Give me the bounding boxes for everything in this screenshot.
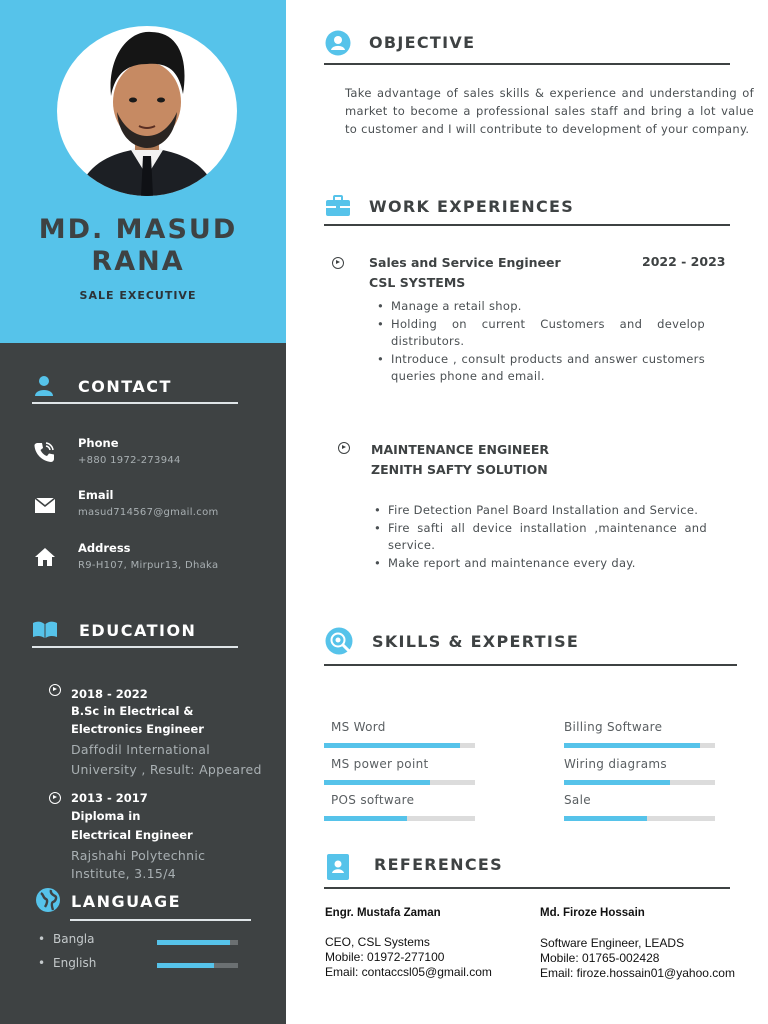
- address-label: Address: [78, 541, 131, 555]
- skill-level-fill: [564, 816, 647, 821]
- education-school: Rajshahi Polytechnic: [71, 848, 206, 863]
- user-circle-icon: [325, 30, 351, 60]
- language-item: [40, 956, 96, 970]
- skill-level-bar: [564, 743, 715, 748]
- reference-mobile: Mobile: 01972-277100: [325, 950, 445, 964]
- briefcase-icon: [325, 195, 351, 221]
- list-item: • Fire Detection Panel Board Installation and Service.: [372, 502, 707, 520]
- education-school: Institute, 3.15/4: [71, 866, 176, 881]
- education-school: Daffodil International: [71, 742, 210, 757]
- language-level-bar: [157, 940, 238, 945]
- globe-icon: [35, 887, 61, 917]
- skill-level-bar: [324, 816, 475, 821]
- skill-level-fill: [324, 743, 460, 748]
- contact-divider: [32, 402, 238, 404]
- email-label: Email: [78, 488, 114, 502]
- mail-icon: [34, 495, 56, 519]
- education-years: 2018 - 2022: [71, 687, 148, 701]
- education-divider: [32, 646, 238, 648]
- play-circle-icon: [49, 684, 61, 696]
- job-duties: [372, 502, 707, 572]
- skill-level-bar: [564, 780, 715, 785]
- skill-level-bar: [324, 743, 475, 748]
- skills-heading: SKILLS & EXPERTISE: [372, 632, 580, 651]
- education-years: 2013 - 2017: [71, 791, 148, 805]
- skills-divider: [324, 664, 737, 666]
- job-role: Sales and Service Engineer: [369, 255, 561, 270]
- language-name: Bangla: [53, 932, 95, 946]
- work-divider: [324, 224, 730, 226]
- list-item: • Manage a retail shop.: [375, 298, 705, 316]
- skill-name: Wiring diagrams: [564, 757, 667, 771]
- gear-icon: [325, 627, 353, 659]
- education-degree: Electronics Engineer: [71, 722, 204, 736]
- education-degree: Diploma in: [71, 809, 141, 823]
- skill-name: Sale: [564, 793, 591, 807]
- profile-photo: [57, 26, 237, 196]
- reference-name: Md. Firoze Hossain: [540, 907, 645, 919]
- book-icon: [32, 620, 58, 644]
- language-heading: LANGUAGE: [71, 892, 182, 911]
- phone-label: Phone: [78, 436, 119, 450]
- language-level-fill: [157, 940, 230, 945]
- list-item: • Make report and maintenance every day.: [372, 555, 707, 573]
- skill-name: MS power point: [331, 757, 429, 771]
- skill-level-fill: [564, 780, 670, 785]
- phone-icon: [33, 441, 55, 467]
- skill-name: POS software: [331, 793, 415, 807]
- education-school: University , Result: Appeared: [71, 762, 262, 777]
- skill-name: MS Word: [331, 720, 386, 734]
- list-item: • Introduce , consult products and answer customers queries phone and email.: [375, 351, 705, 386]
- objective-heading: OBJECTIVE: [369, 33, 476, 52]
- language-divider: [70, 919, 251, 921]
- home-icon: [34, 547, 56, 571]
- reference-position: CEO, CSL Systems: [325, 935, 430, 949]
- language-name: English: [53, 956, 97, 970]
- job-years: 2022 - 2023: [642, 254, 726, 269]
- reference-position: Software Engineer, LEADS: [540, 936, 685, 950]
- skill-level-fill: [324, 816, 407, 821]
- contact-heading: CONTACT: [78, 377, 172, 396]
- language-level-fill: [157, 963, 214, 968]
- reference-email[interactable]: Email: contaccsl05@gmail.com: [325, 965, 492, 979]
- play-circle-icon: [49, 792, 61, 804]
- skill-name: Billing Software: [564, 720, 663, 734]
- skill-level-fill: [564, 743, 700, 748]
- reference-name: Engr. Mustafa Zaman: [325, 907, 441, 919]
- references-divider: [324, 887, 730, 889]
- education-degree: Electrical Engineer: [71, 828, 193, 842]
- email-value[interactable]: masud714567@gmail.com: [78, 507, 219, 518]
- contact-book-icon: [326, 853, 350, 885]
- objective-text: Take advantage of sales skills & experience and understanding of market to become a professional sales staff and bring a lot value to customer and I will contribute to development of your company.: [345, 86, 754, 136]
- person-icon: [34, 375, 54, 401]
- job-company: CSL SYSTEMS: [369, 275, 466, 290]
- skill-level-fill: [324, 780, 430, 785]
- references-heading: REFERENCES: [374, 855, 503, 874]
- education-degree: B.Sc in Electrical &: [71, 704, 194, 718]
- reference-mobile: Mobile: 01765-002428: [540, 951, 660, 965]
- language-item: [40, 932, 95, 946]
- language-level-bar: [157, 963, 238, 968]
- play-circle-icon: [332, 257, 344, 269]
- play-circle-icon: [338, 442, 350, 454]
- objective-divider: [324, 63, 730, 65]
- education-heading: EDUCATION: [79, 621, 197, 640]
- work-heading: WORK EXPERIENCES: [369, 197, 575, 216]
- candidate-name: MD. MASUD RANA: [38, 214, 238, 277]
- address-value: R9-H107, Mirpur13, Dhaka: [78, 560, 219, 571]
- job-duties: [375, 298, 705, 386]
- phone-value: +880 1972-273944: [78, 455, 181, 466]
- candidate-title: SALE EXECUTIVE: [79, 289, 197, 302]
- reference-email[interactable]: Email: firoze.hossain01@yahoo.com: [540, 966, 735, 980]
- skill-level-bar: [564, 816, 715, 821]
- list-item: • Holding on current Customers and develop distributors.: [375, 316, 705, 351]
- list-item: • Fire safti all device installation ,maintenance and service.: [372, 520, 707, 555]
- job-company: ZENITH SAFTY SOLUTION: [371, 462, 548, 477]
- skill-level-bar: [324, 780, 475, 785]
- job-role: MAINTENANCE ENGINEER: [371, 442, 550, 457]
